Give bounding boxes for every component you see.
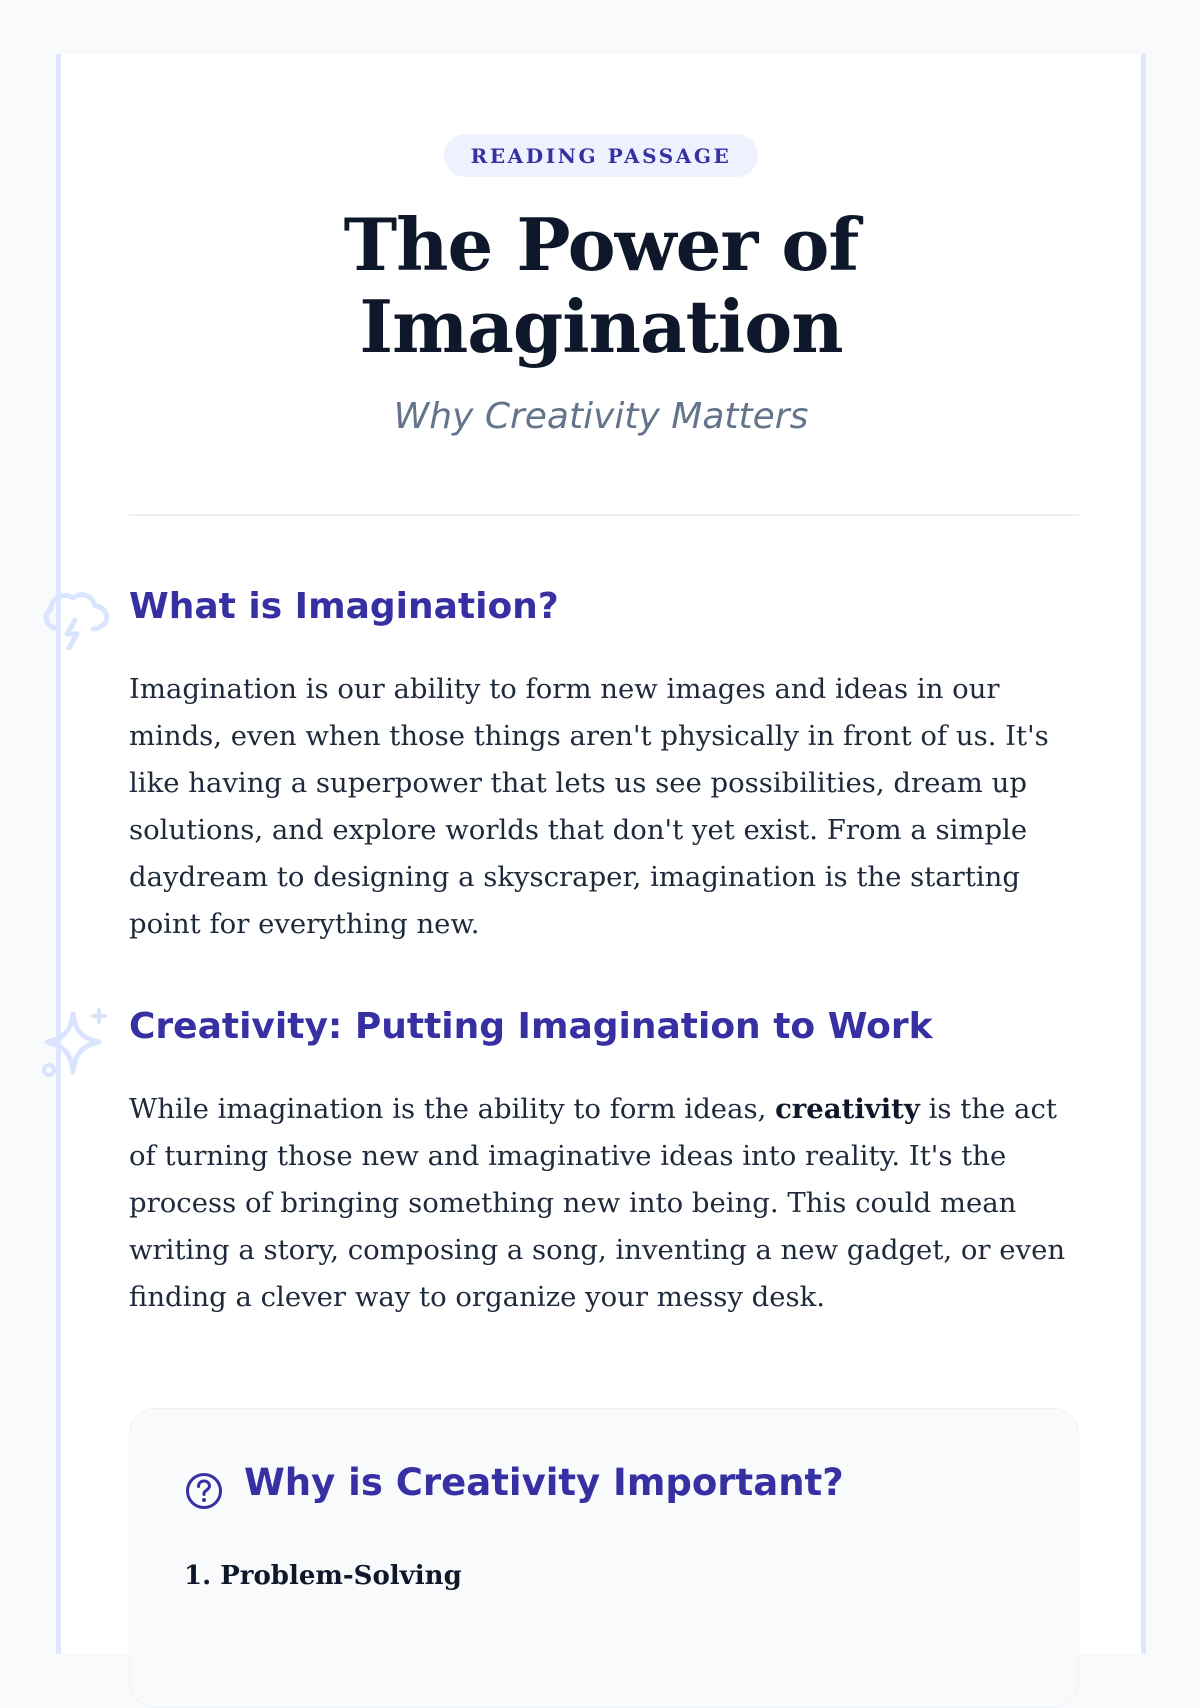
header-divider bbox=[129, 514, 1079, 516]
creativity-keyword: creativity bbox=[775, 1093, 920, 1125]
sparkles-icon bbox=[37, 1006, 113, 1082]
callout-box bbox=[129, 1408, 1079, 1708]
reading-page bbox=[56, 54, 1146, 1654]
brain-storm-icon bbox=[37, 584, 113, 660]
page-title bbox=[61, 204, 1141, 368]
page-subtitle: Why Creativity Matters bbox=[393, 396, 809, 437]
section-heading-creativity: Creativity: Putting Imagination to Work bbox=[129, 1006, 933, 1047]
callout-item-problem-solving: 1. Problem-Solving bbox=[184, 1561, 462, 1591]
imagination-paragraph: Imagination is our ability to form new images and ideas in our minds, even when those things aren't physically in front of us. It's like having a superpower that lets us see possibilities, dream up solutions, and explore worlds that don't yet exist. From a simple daydream to designing a skyscraper, imagination is the starting point for everything new. bbox=[129, 673, 1049, 940]
question-circle-icon bbox=[184, 1471, 224, 1511]
title-line-1: The Power of bbox=[343, 202, 859, 287]
callout-heading: Why is Creativity Important? bbox=[244, 1461, 844, 1504]
creativity-paragraph bbox=[129, 1086, 1079, 1321]
reading-passage-badge: READING PASSAGE bbox=[444, 134, 759, 177]
badge-wrapper bbox=[61, 134, 1141, 177]
title-line-2: Imagination bbox=[359, 284, 843, 369]
creativity-paragraph-start: While imagination is the ability to form ideas, bbox=[129, 1093, 776, 1125]
section-heading-imagination: What is Imagination? bbox=[129, 586, 559, 627]
creativity-paragraph-end: is the act of turning those new and imaginative ideas into reality. It's the process of bringing something new into being. This could mean writing a story, composing a song, inventing a new gadget, or even finding a clever way to organize your messy desk. bbox=[129, 1093, 1066, 1313]
